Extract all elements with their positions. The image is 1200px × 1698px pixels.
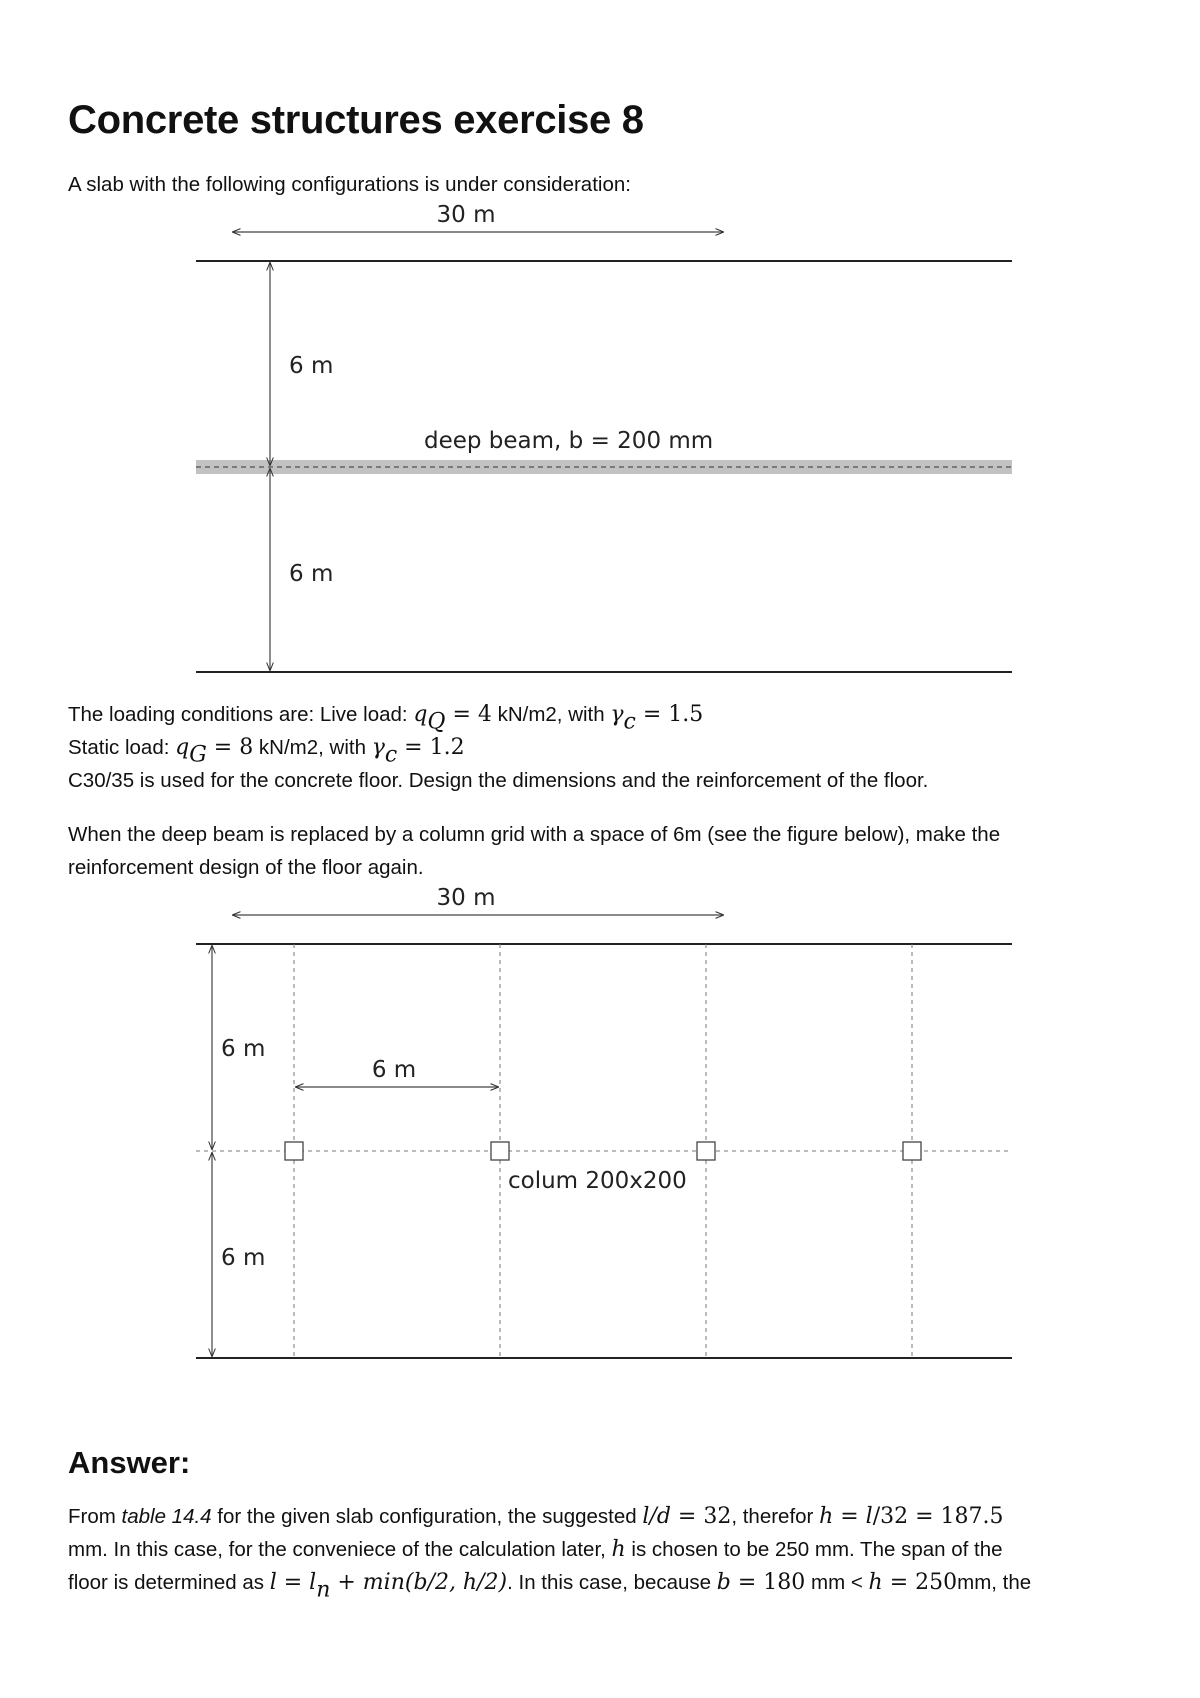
column-3 bbox=[697, 1142, 715, 1160]
beam-label: deep beam, b = 200 mm bbox=[424, 428, 714, 454]
loading-line-2: Static load: $q_G = 8$ kN/m2, with $\gamma_c = 1.2$ bbox=[68, 735, 465, 768]
column-text-line-2: reinforcement design of the floor again. bbox=[68, 856, 424, 879]
width-label: 30 m bbox=[436, 885, 496, 911]
figure-column-grid bbox=[0, 880, 1200, 1380]
loading-line-1: The loading conditions are: Live load: $q_Q = 4$ kN/m2, with $\gamma_c = 1.5$ bbox=[68, 702, 704, 735]
loading-line-3: C30/35 is used for the concrete floor. Design the dimensions and the reinforcement of the floor. bbox=[68, 769, 929, 792]
answer-heading: Answer: bbox=[68, 1445, 191, 1480]
top-span-label: 6 m bbox=[221, 1036, 266, 1062]
answer-line-1: From table 14.4 for the given slab configuration, the suggested l/d = 32, therefor h = l/32 = 187.5 bbox=[68, 1504, 1004, 1529]
grid-spacing-label: 6 m bbox=[371, 1057, 417, 1083]
width-label: 30 m bbox=[436, 202, 496, 228]
top-span-label: 6 m bbox=[289, 353, 334, 379]
column-2 bbox=[491, 1142, 509, 1160]
bottom-span-label: 6 m bbox=[289, 561, 334, 587]
column-4 bbox=[903, 1142, 921, 1160]
answer-line-2: mm. In this case, for the conveniece of the calculation later, h is chosen to be 250 mm. The span of the bbox=[68, 1537, 1003, 1562]
intro-text: A slab with the following configurations is under consideration: bbox=[68, 173, 631, 196]
figure-deep-beam bbox=[0, 0, 1200, 700]
column-text-line-1: When the deep beam is replaced by a column grid with a space of 6m (see the figure below), make the bbox=[68, 823, 1001, 846]
column-label: colum 200x200 bbox=[508, 1168, 687, 1194]
bottom-span-label: 6 m bbox=[221, 1245, 266, 1271]
page-title: Concrete structures exercise 8 bbox=[68, 98, 644, 142]
answer-line-3: floor is determined as $l = l_n + \min(b/2$, h/2). In this case, because b = 180 mm < h = 250mm, the bbox=[68, 1570, 1032, 1603]
column-1 bbox=[285, 1142, 303, 1160]
